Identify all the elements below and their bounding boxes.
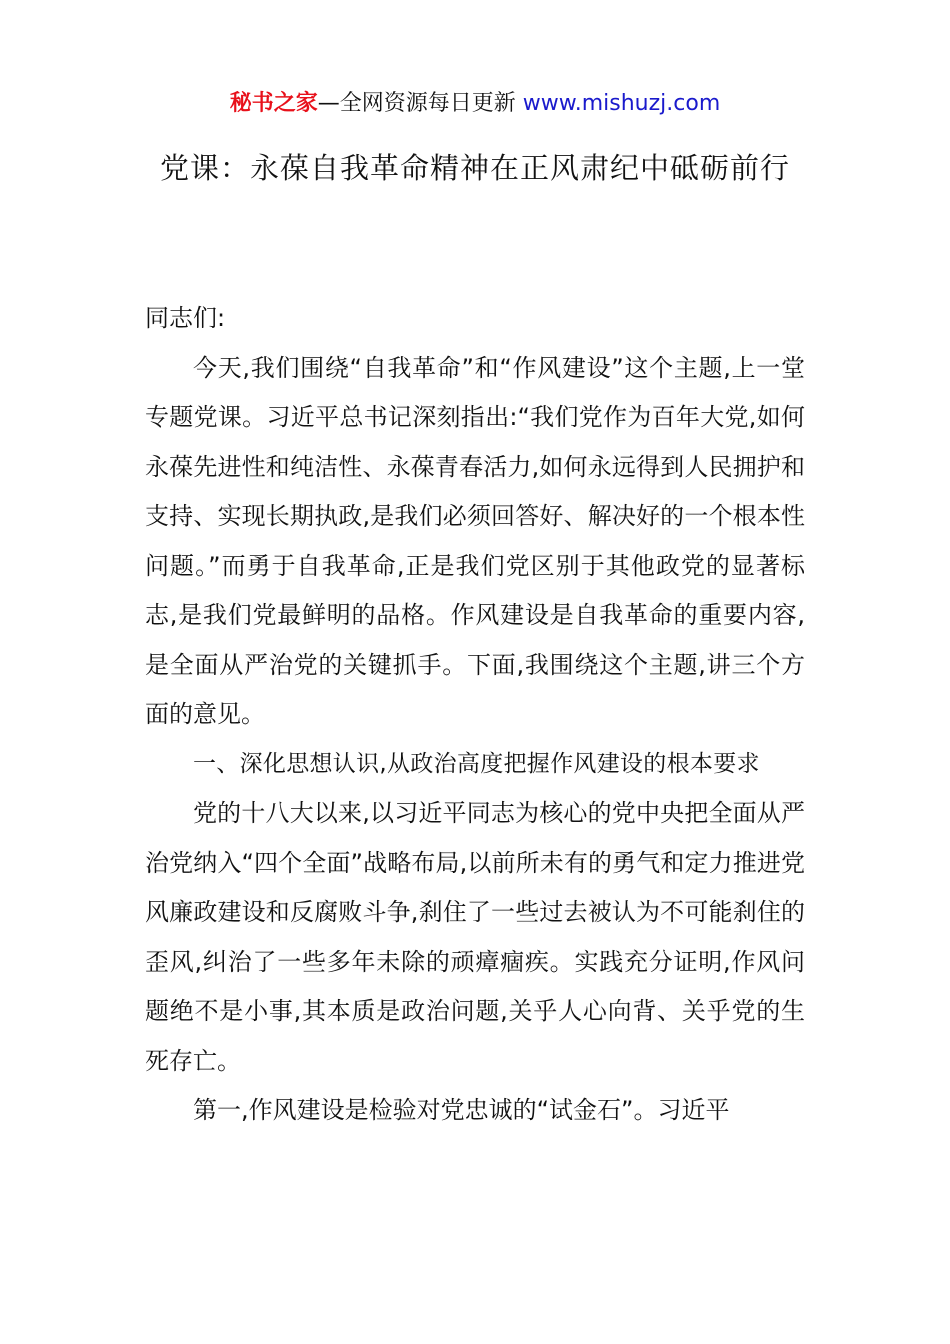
site-header	[0, 88, 950, 120]
body-paragraph: 今天,我们围绕“自我革命”和“作风建设”这个主题,上一堂专题党课。习近平总书记深刻指出:“我们党作为百年大党,如何永葆先进性和纯洁性、永葆青春活力,如何永远得到人民拥护和支持、实现长期执政,是我们必须回答好、解决好的一个根本性问题。”而勇于自我革命,正是我们党区别于其他政党的显著标志,是我们党最鲜明的品格。作风建设是自我革命的重要内容,是全面从严治党的关键抓手。下面,我围绕这个主题,讲三个方面的意见。	[145, 353, 805, 728]
body-paragraph: 第一,作风建设是检验对党忠诚的“试金石”。习近平	[193, 1096, 730, 1124]
site-tagline: —全网资源每日更新	[317, 91, 523, 116]
site-url-link[interactable]: www.mishuzj.com	[522, 91, 721, 116]
document-title: 党课：永葆自我革命精神在正风肃纪中砥砺前行	[159, 151, 790, 185]
body-paragraph: 党的十八大以来,以习近平同志为核心的党中央把全面从严治党纳入“四个全面”战略布局,以前所未有的勇气和定力推进党风廉政建设和反腐败斗争,刹住了一些过去被认为不可能刹住的歪风,纠治了一些多年未除的顽瘴痼疾。实践充分证明,作风问题绝不是小事,其本质是政治问题,关乎人心向背、关乎党的生死存亡。	[145, 799, 805, 1075]
section-heading: 一、深化思想认识,从政治高度把握作风建设的根本要求	[193, 750, 760, 777]
brand-name: 秘书之家	[229, 91, 318, 116]
salutation: 同志们:	[145, 304, 226, 332]
document-body	[145, 294, 805, 1136]
